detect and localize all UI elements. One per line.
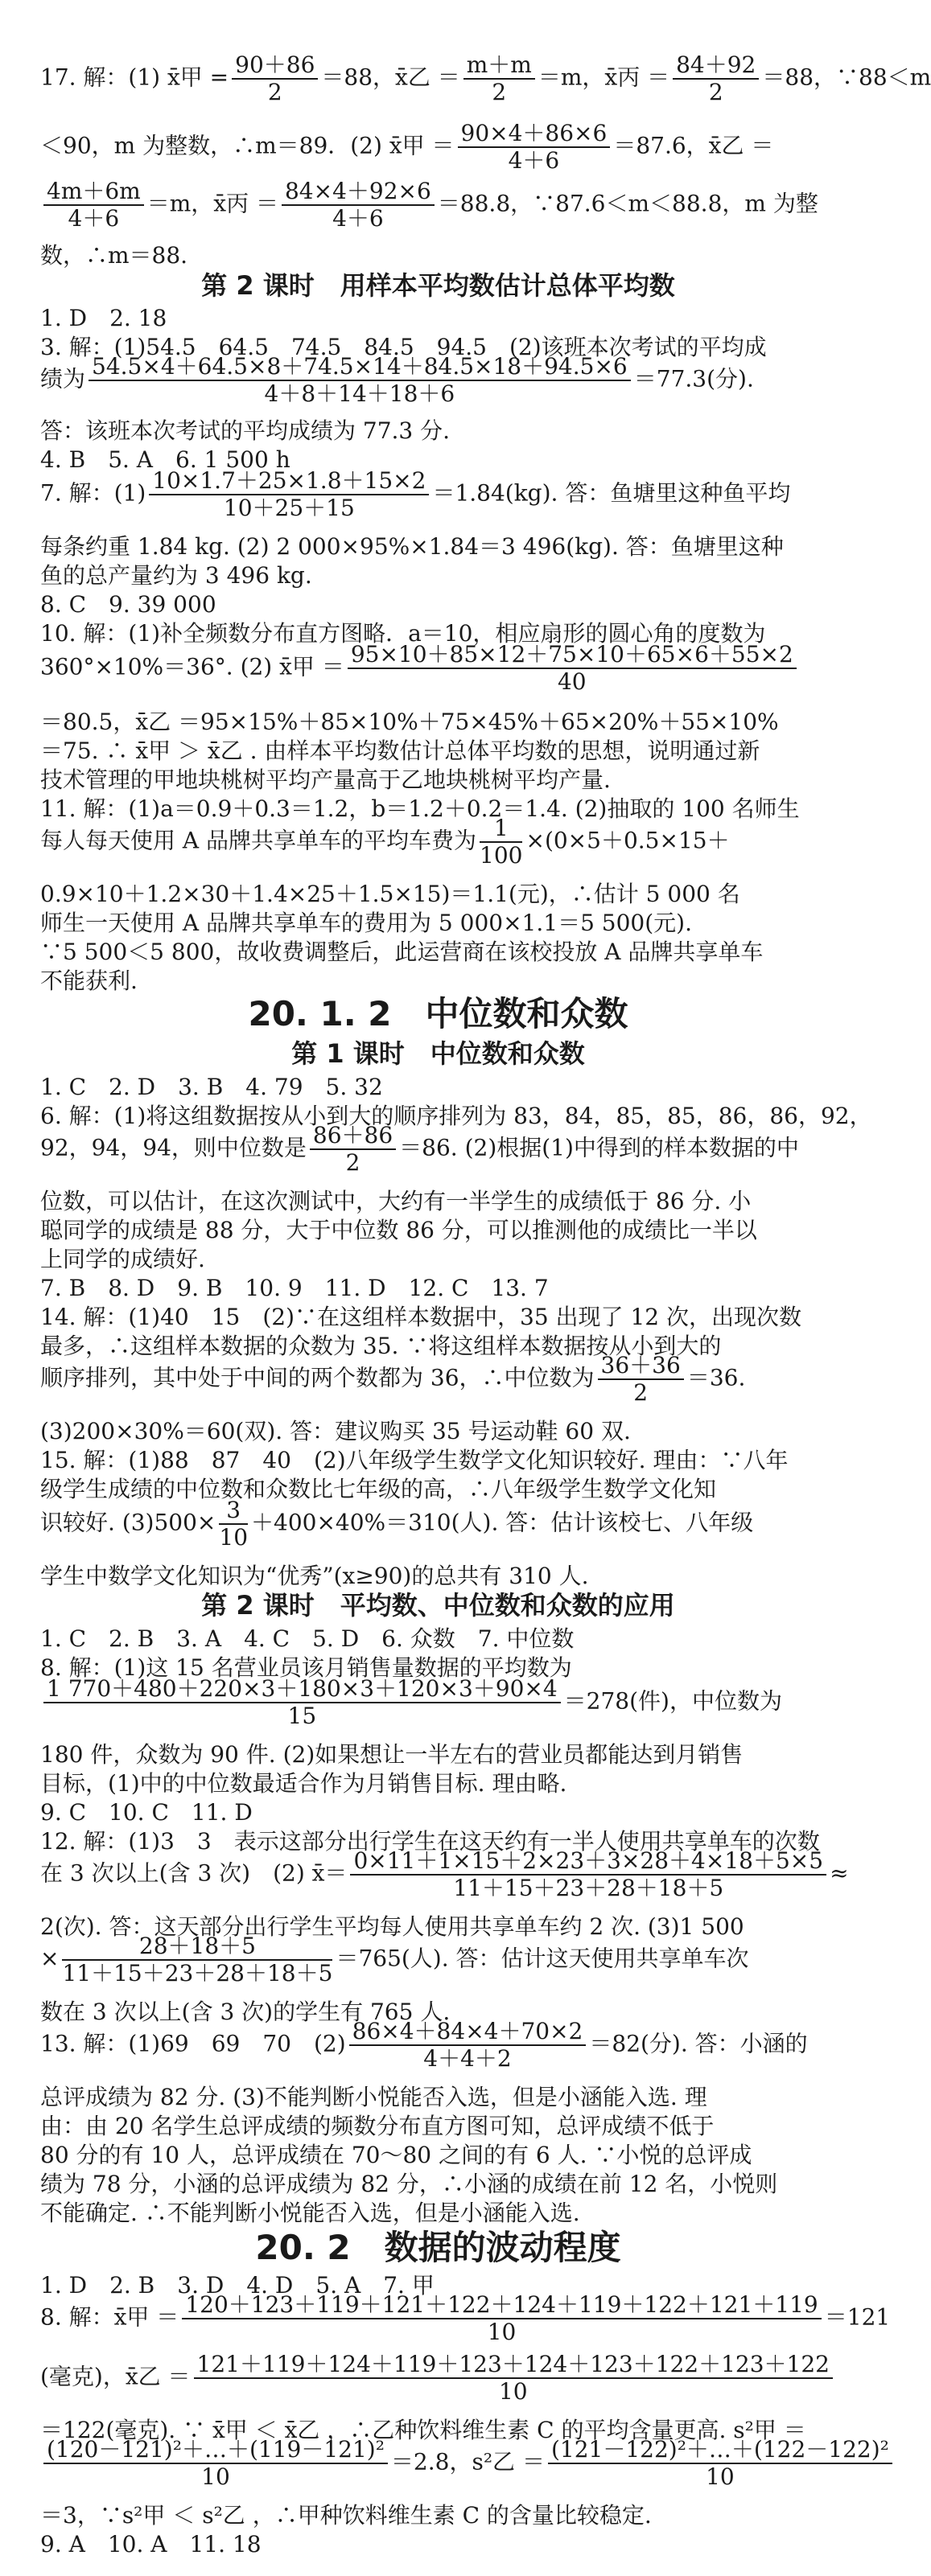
numerator: 0×11＋1×15＋2×23＋3×28＋4×18＋5×5 <box>350 1848 826 1876</box>
denominator: 10 <box>706 2463 735 2490</box>
answer-line: 8. 解：(1)这 15 名营业员该月销售量数据的平均数为 <box>40 1654 572 1681</box>
formula-text: ＝87.6，x̄乙 ＝ <box>613 132 774 159</box>
denominator: 2 <box>633 1379 649 1406</box>
answer-line: ＝3，∵s²甲 ＜ s²乙 ，∴甲种饮料维生素 C 的含量比较稳定. <box>40 2502 652 2529</box>
numerator: 84＋92 <box>673 52 759 80</box>
formula-text: ＝77.3(分). <box>633 365 754 392</box>
numerator: 90＋86 <box>232 52 318 80</box>
numerator: (121－122)²＋…＋(122－122)² <box>548 2437 892 2464</box>
formula-line <box>40 1123 841 1176</box>
formula-text: ＝765(人). 答：估计这天使用共享单车次 <box>336 1945 749 1972</box>
fraction <box>673 52 759 105</box>
denominator: 2 <box>708 79 723 105</box>
fraction <box>232 52 318 105</box>
denominator: 100 <box>480 842 523 869</box>
numerator: 121＋119＋124＋119＋123＋124＋123＋122＋123＋122 <box>194 2352 833 2379</box>
answer-line: 1. D 2. 18 <box>40 305 167 331</box>
formula-line <box>40 1676 841 1729</box>
formula-line <box>40 2291 891 2345</box>
answer-line: 数，∴m＝88. <box>40 242 188 269</box>
formula-text: ＝86. (2)根据(1)中得到的样本数据的中 <box>399 1134 799 1161</box>
answer-line: 2(次). 答：这天部分出行学生平均每人使用共享单车约 2 次. (3)1 500 <box>40 1913 744 1940</box>
numerator: 10×1.7＋25×1.8＋15×2 <box>149 468 429 495</box>
answer-line: 6. 解：(1)将这组数据按从小到大的顺序排列为 83，84，85，85，86，86，92， <box>40 1103 872 1129</box>
answer-line: 3. 解：(1)54.5 64.5 74.5 84.5 94.5 (2)该班本次考试的平均成 <box>40 334 767 360</box>
answer-line: 11. 解：(1)a＝0.9＋0.3＝1.2，b＝1.2＋0.2＝1.4. (2)抽取的 100 名师生 <box>40 795 800 822</box>
formula-line <box>40 468 841 521</box>
numerator: 1 <box>480 816 522 843</box>
section-heading: 20. 2 数据的波动程度 <box>255 2228 621 2267</box>
answer-line: 1. C 2. B 3. A 4. C 5. D 6. 众数 7. 中位数 <box>40 1625 575 1652</box>
fraction <box>480 816 522 869</box>
answer-line: 14. 解：(1)40 15 (2)∵在这组样本数据中，35 出现了 12 次，出现次数 <box>40 1304 801 1330</box>
formula-text: ＝121 <box>824 2303 891 2331</box>
formula-text: 绩为 <box>40 365 86 392</box>
numerator: 4m＋6m <box>43 179 144 206</box>
formula-text: 在 3 次以上(含 3 次) (2) x̄＝ <box>40 1859 348 1887</box>
fraction <box>598 1353 684 1406</box>
formula-line <box>40 51 931 105</box>
denominator: 2 <box>492 79 507 105</box>
fraction <box>282 179 435 232</box>
numerator: 95×10＋85×12＋75×10＋65×6＋55×2 <box>348 642 797 669</box>
formula-line <box>40 1847 849 1901</box>
answer-line: 不能获利. <box>40 968 138 994</box>
numerator: 84×4＋92×6 <box>282 179 435 206</box>
numerator: m＋m <box>463 52 535 80</box>
numerator: 86＋86 <box>310 1123 396 1150</box>
fraction <box>182 2292 821 2345</box>
formula-text: 360°×10%＝36°. (2) x̄甲 ＝ <box>40 653 344 680</box>
section-heading: 第 2 课时 平均数、中位数和众数的应用 <box>201 1590 675 1621</box>
formula-text: ＝1.84(kg). 答：鱼塘里这种鱼平均 <box>432 479 791 507</box>
fraction <box>62 1933 332 1986</box>
section-heading: 第 1 课时 中位数和众数 <box>291 1038 585 1069</box>
denominator: 10 <box>498 2378 528 2405</box>
answer-line: 鱼的总产量约为 3 496 kg. <box>40 562 312 589</box>
formula-text: 92，94，94，则中位数是 <box>40 1134 307 1161</box>
answer-line: 180 件，众数为 90 件. (2)如果想让一半左右的营业员都能达到月销售 <box>40 1741 744 1768</box>
answer-line: 1. C 2. D 3. B 4. 79 5. 32 <box>40 1074 383 1100</box>
formula-text: 顺序排列，其中处于中间的两个数都为 36，∴中位数为 <box>40 1364 595 1391</box>
denominator: 10 <box>487 2319 517 2345</box>
numerator: 86×4＋84×4＋70×2 <box>349 2019 587 2046</box>
formula-text: (毫克)，x̄乙 ＝ <box>40 2363 191 2390</box>
fraction <box>149 468 429 521</box>
denominator: 4＋4＋2 <box>423 2045 512 2072</box>
section-heading: 20. 1. 2 中位数和众数 <box>248 994 628 1033</box>
numerator: 3 <box>219 1498 248 1525</box>
answer-line: 15. 解：(1)88 87 40 (2)八年级学生数学文化知识较好. 理由：∵八年 <box>40 1447 789 1473</box>
fraction <box>194 2352 833 2405</box>
answer-line: 4. B 5. A 6. 1 500 h <box>40 446 290 473</box>
fraction <box>548 2437 892 2490</box>
answer-line: 80 分的有 10 人，总评成绩在 70～80 之间的有 6 人. ∵小悦的总评成 <box>40 2142 752 2168</box>
denominator: 2 <box>345 1149 360 1176</box>
answer-line: 技术管理的甲地块桃树平均产量高于乙地块桃树平均产量. <box>40 766 611 793</box>
formula-text: 17. 解：(1) x̄甲 = <box>40 64 229 91</box>
formula-text: 7. 解：(1) <box>40 479 146 507</box>
formula-text: 13. 解：(1)69 69 70 (2) <box>40 2030 346 2057</box>
answer-line: (3)200×30%＝60(双). 答：建议购买 35 号运动鞋 60 双. <box>40 1418 631 1444</box>
answer-line: 7. B 8. D 9. B 10. 9 11. D 12. C 13. 7 <box>40 1275 549 1301</box>
answer-line: 1. D 2. B 3. D 4. D 5. A 7. 甲 <box>40 2272 435 2299</box>
answer-line: 9. A 10. A 11. 18 <box>40 2531 262 2558</box>
fraction <box>219 1498 248 1551</box>
formula-line <box>40 354 841 407</box>
formula-text: ＝m，x̄丙 ＝ <box>146 190 278 217</box>
denominator: 10 <box>219 1524 249 1551</box>
answer-line: 总评成绩为 82 分. (3)不能判断小悦能否入选，但是小涵能入选. 理 <box>40 2084 707 2110</box>
fraction <box>43 2437 388 2490</box>
denominator: 4＋8＋14＋18＋6 <box>264 380 455 407</box>
formula-text: ＝88，x̄乙 ＝ <box>321 64 460 91</box>
formula-line <box>40 816 841 869</box>
fraction <box>463 52 535 105</box>
section-heading: 第 2 课时 用样本平均数估计总体平均数 <box>201 270 675 301</box>
formula-text: ＝88，∵88＜m <box>762 64 931 91</box>
answer-line: 上同学的成绩好. <box>40 1246 205 1272</box>
answer-line: ＝80.5，x̄乙 ＝95×15%＋85×10%＋75×45%＋65×20%＋55×10% <box>40 709 779 735</box>
denominator: 4＋6 <box>508 147 560 174</box>
numerator: 1 770＋480＋220×3＋180×3＋120×3＋90×4 <box>43 1676 561 1703</box>
formula-text: 8. 解：x̄甲 ＝ <box>40 2303 179 2331</box>
fraction <box>349 2019 587 2072</box>
formula-line <box>40 1353 841 1406</box>
denominator: 11＋15＋23＋28＋18＋5 <box>453 1875 724 1901</box>
numerator: 28＋18＋5 <box>62 1933 332 1961</box>
fraction <box>458 121 611 174</box>
answer-line: ＝75. ∴ x̄甲 ＞ x̄乙 . 由样本平均数估计总体平均数的思想，说明通过新 <box>40 737 760 764</box>
formula-line <box>40 642 841 695</box>
answer-line: 最多，∴这组样本数据的众数为 35. ∵将这组样本数据按从小到大的 <box>40 1333 722 1359</box>
formula-text: 每人每天使用 A 品牌共享单车的平均车费为 <box>40 827 477 854</box>
fraction <box>310 1123 396 1176</box>
denominator: 40 <box>557 668 587 695</box>
answer-line: 学生中数学文化知识为“优秀”(x≥90)的总共有 310 人. <box>40 1563 589 1589</box>
answer-line: ＜90，m 为整数，∴m＝89．(2) x̄甲 ＝ $\frac{90\times 4+86\times 6}{4+6}$ ＝87.6，x̄乙 ＝ <box>40 120 774 174</box>
denominator: 4＋6 <box>332 205 384 232</box>
formula-text: 识较好. (3)500× <box>40 1509 216 1536</box>
formula-line <box>40 2019 841 2072</box>
fraction <box>89 354 631 407</box>
denominator: 10＋25＋15 <box>223 495 355 521</box>
formula-text: ＝278(件)，中位数为 <box>563 1687 782 1715</box>
answer-line: 目标，(1)中的中位数最适合作为月销售目标. 理由略. <box>40 1770 567 1797</box>
denominator: 11＋15＋23＋28＋18＋5 <box>62 1960 333 1986</box>
denominator: 2 <box>267 79 282 105</box>
fraction <box>43 179 144 232</box>
answer-line: 级学生成绩的中位数和众数比七年级的高，∴八年级学生数学文化知 <box>40 1476 717 1502</box>
numerator: (120－121)²＋…＋(119－121)² <box>43 2437 388 2464</box>
answer-line: 10. 解：(1)补全频数分布直方图略．a＝10，相应扇形的圆心角的度数为 <box>40 620 766 647</box>
formula-text: ＝m，x̄丙 ＝ <box>538 64 670 91</box>
answer-line: 8. C 9. 39 000 <box>40 591 216 618</box>
formula-text: ＋400×40%＝310(人). 答：估计该校七、八年级 <box>251 1509 754 1536</box>
answer-line: 12. 解：(1)3 3 表示这部分出行学生在这天约有一半人使用共享单车的次数 <box>40 1828 820 1855</box>
numerator: 36＋36 <box>598 1353 684 1380</box>
formula-line <box>40 2352 841 2405</box>
answer-line: 0.9×10＋1.2×30＋1.4×25＋1.5×15)＝1.1(元)，∴估计 5 000 名 <box>40 881 740 907</box>
formula-text: ≈ <box>830 1859 849 1887</box>
answer-line: 由：由 20 名学生总评成绩的频数分布直方图可知，总评成绩不低于 <box>40 2113 715 2139</box>
formula-line <box>40 2436 889 2490</box>
answer-line: 师生一天使用 A 品牌共享单车的费用为 5 000×1.1＝5 500(元). <box>40 910 692 936</box>
fraction <box>350 1848 826 1901</box>
numerator: 120＋123＋119＋121＋122＋124＋119＋122＋121＋119 <box>182 2292 821 2319</box>
formula-text: ＝88.8，∵87.6＜m＜88.8，m 为整 <box>437 190 818 217</box>
fraction <box>43 1676 561 1729</box>
answer-line: 不能确定. ∴不能判断小悦能否入选，但是小涵能入选. <box>40 2200 580 2226</box>
formula-text: × <box>40 1945 60 1972</box>
denominator: 15 <box>287 1703 317 1729</box>
answer-line: ＝122(毫克). ∵ x̄甲 ＜ x̄乙 ，∴乙种饮料维生素 C 的平均含量更高. s²甲 ＝ <box>40 2417 806 2443</box>
numerator: 54.5×4＋64.5×8＋74.5×14＋84.5×18＋94.5×6 <box>89 354 631 381</box>
answer-line: 绩为 78 分，小涵的总评成绩为 82 分，∴小涵的成绩在前 12 名，小悦则 <box>40 2171 778 2197</box>
answer-line: 数在 3 次以上(含 3 次)的学生有 765 人. <box>40 1999 451 2025</box>
formula-text: ＝2.8，s²乙 ＝ <box>390 2448 545 2475</box>
answer-line: 每条约重 1.84 kg. (2) 2 000×95%×1.84＝3 496(kg). 答：鱼塘里这种 <box>40 533 784 560</box>
formula-line <box>40 1933 841 1986</box>
answer-line: 答：该班本次考试的平均成绩为 77.3 分. <box>40 417 451 444</box>
formula-text: ×(0×5＋0.5×15＋ <box>525 827 730 854</box>
answer-line: ∵5 500＜5 800，故收费调整后，此运营商在该校投放 A 品牌共享单车 <box>40 939 764 965</box>
answer-line: 位数，可以估计，在这次测试中，大约有一半学生的成绩低于 86 分. 小 <box>40 1188 752 1214</box>
fraction <box>348 642 797 695</box>
numerator: 90×4＋86×6 <box>458 121 611 148</box>
denominator: 4＋6 <box>68 205 120 232</box>
formula-text: ＝82(分). 答：小涵的 <box>589 2030 808 2057</box>
answer-line: 聪同学的成绩是 88 分，大于中位数 86 分，可以推测他的成绩比一半以 <box>40 1217 757 1243</box>
formula-line <box>40 179 841 232</box>
denominator: 10 <box>201 2463 230 2490</box>
formula-line <box>40 1498 841 1551</box>
answer-line: 9. C 10. C 11. D <box>40 1799 253 1826</box>
formula-text: ＝36. <box>686 1364 746 1391</box>
